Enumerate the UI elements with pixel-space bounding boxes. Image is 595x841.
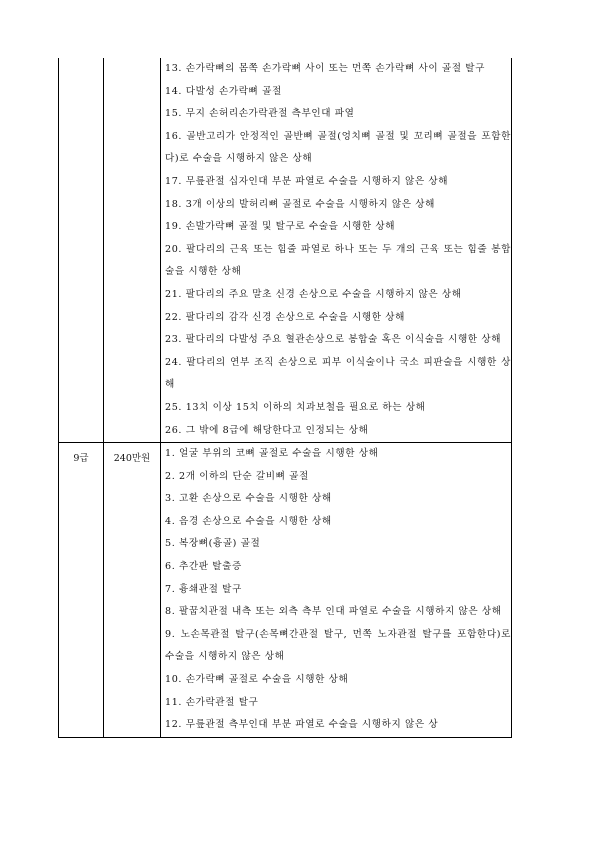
injury-item: 14. 다발성 손가락뼈 골절 [165,85,282,97]
injury-item: 23. 팔다리의 다발성 주요 혈관손상으로 봉합술 혹은 이식술을 시행한 상해 [165,334,502,346]
injury-item-list [161,443,511,737]
injury-item: 8. 팔꿉치관절 내측 또는 외측 측부 인대 파열로 수술을 시행하지 않은 상해 [165,606,502,618]
injury-item: 11. 손가락관절 탈구 [165,696,259,708]
description-cell [161,58,512,443]
injury-item: 10. 손가락뼈 골절로 수술을 시행한 상해 [165,674,349,686]
injury-item-list [161,58,511,442]
injury-item: 18. 3개 이상의 발허리뼈 골절로 수술을 시행하지 않은 상해 [165,198,436,210]
injury-item: 3. 고환 손상으로 수술을 시행한 상해 [165,493,332,505]
injury-item: 13. 손가락뼈의 몸쪽 손가락뼈 사이 또는 먼쪽 손가락뼈 사이 골절 탈구 [165,63,485,74]
injury-item: 17. 무릎관절 십자인대 부분 파열로 수술을 시행하지 않은 상해 [165,175,449,187]
injury-item: 26. 그 밖에 8급에 해당한다고 인정되는 상해 [165,424,369,436]
injury-item: 7. 흉쇄관절 탈구 [165,583,242,595]
injury-item: 5. 복장뼈(흉골) 골절 [165,538,261,550]
injury-item: 22. 팔다리의 감각 신경 손상으로 수술을 시행한 상해 [165,311,405,323]
grade-cell-empty [59,58,104,443]
injury-item: 20. 팔다리의 근육 또는 힘줄 파열로 하나 또는 두 개의 근육 또는 힘줄 봉합술을 시행한 상해 [165,243,511,278]
injury-item: 2. 2개 이하의 단순 갈비뼈 골절 [165,470,309,482]
injury-item: 16. 골반고리가 안정적인 골반뼈 골절(엉치뼈 골절 및 꼬리뼈 골절을 포함한다)로 수술을 시행하지 않은 상해 [165,130,511,165]
table-row-grade9 [59,443,512,738]
injury-item: 12. 무릎관절 측부인대 부분 파열로 수술을 시행하지 않은 상 [165,719,439,731]
injury-item: 25. 13치 이상 15치 이하의 치과보철을 필요로 하는 상해 [165,401,426,413]
injury-item: 4. 음경 손상으로 수술을 시행한 상해 [165,515,332,527]
grade-cell: 9급 [59,443,104,738]
amount-cell: 240만원 [104,443,161,738]
injury-item: 6. 추간판 탈출증 [165,561,242,573]
description-cell [161,443,512,738]
table-row-grade8-continuation [59,58,512,443]
injury-item: 15. 무지 손허리손가락관절 측부인대 파열 [165,108,355,120]
injury-item: 1. 얼굴 부위의 코뼈 골절로 수술을 시행한 상해 [165,448,379,460]
amount-cell-empty [104,58,161,443]
injury-item: 19. 손발가락뼈 골절 및 탈구로 수술을 시행한 상해 [165,221,396,233]
injury-item: 24. 팔다리의 연부 조직 손상으로 피부 이식술이나 국소 피판술을 시행한 상해 [165,356,511,391]
injury-grade-table [58,58,512,738]
injury-item: 21. 팔다리의 주요 말초 신경 손상으로 수술을 시행하지 않은 상해 [165,288,462,300]
injury-item: 9. 노손목관절 탈구(손목뼈간관절 탈구, 먼쪽 노자관절 탈구를 포함한다)로 수술을 시행하지 않은 상해 [165,628,511,663]
